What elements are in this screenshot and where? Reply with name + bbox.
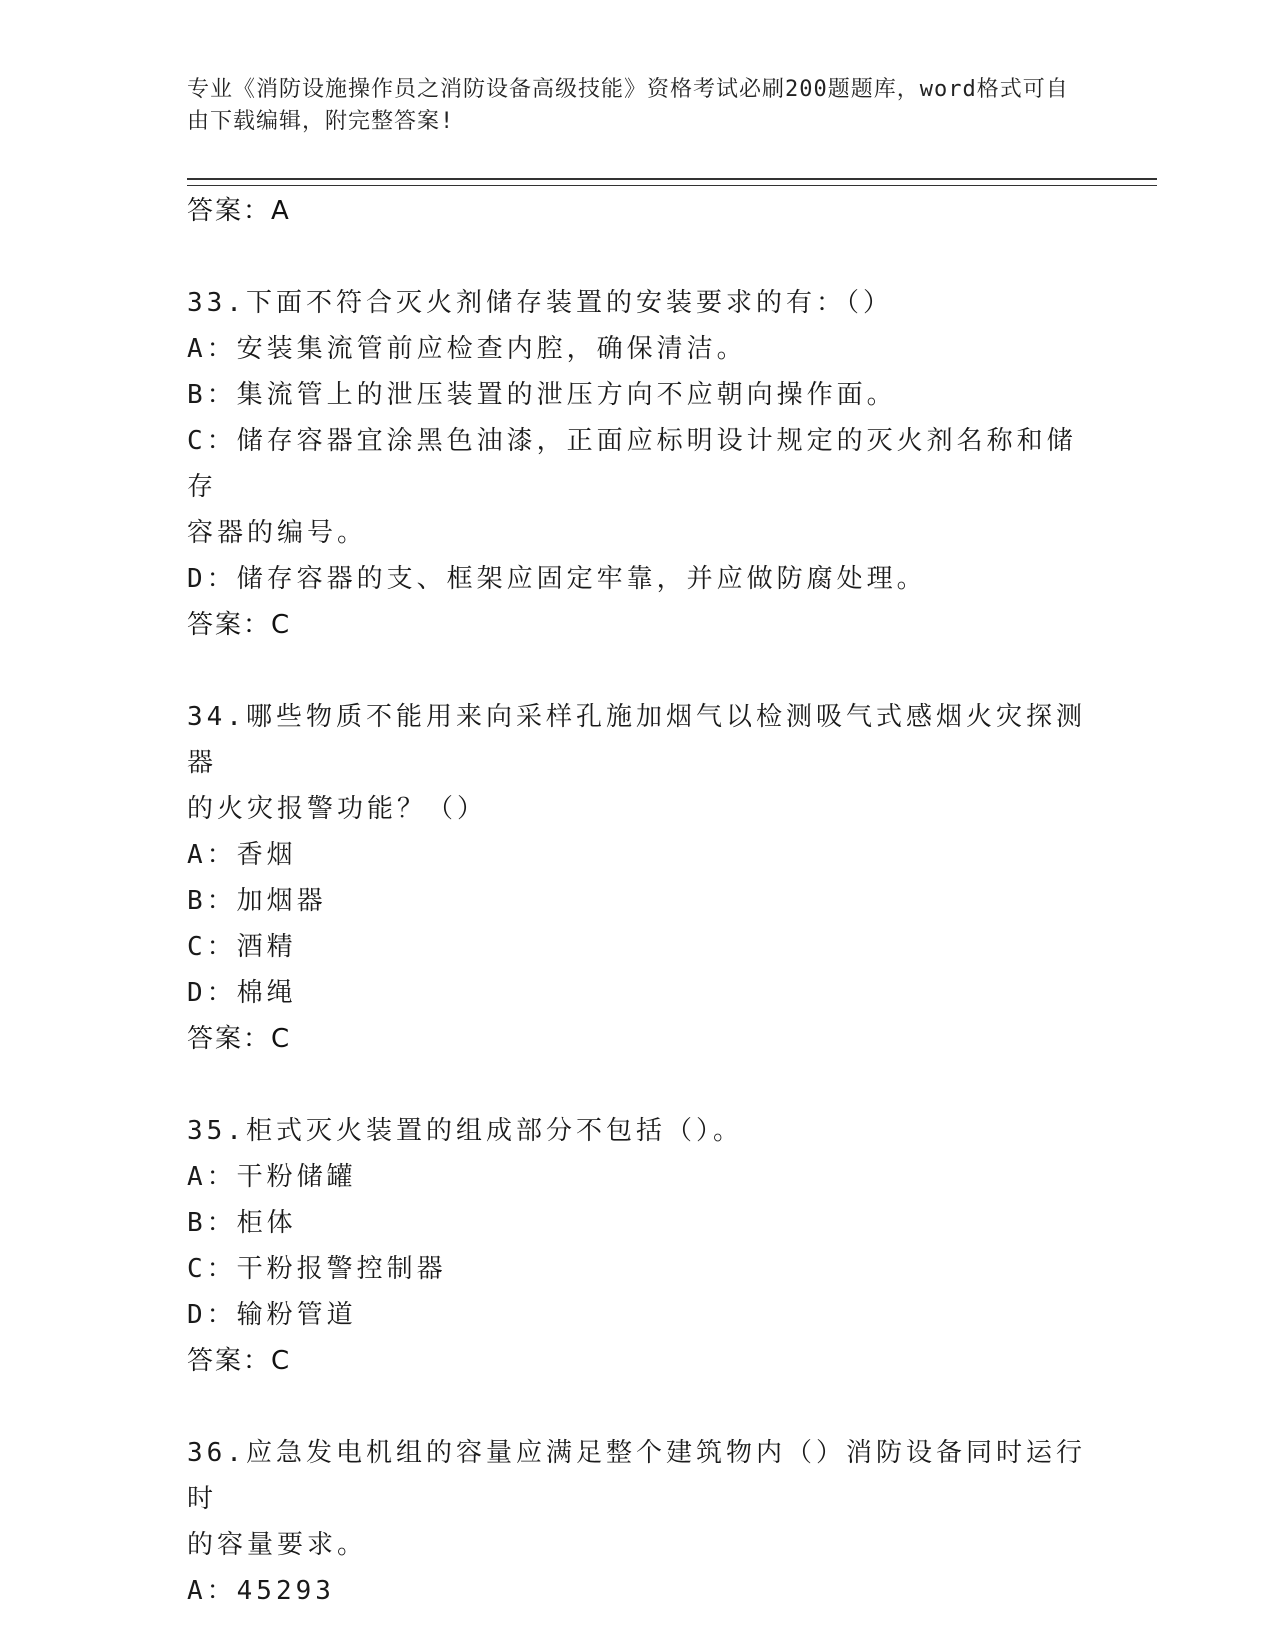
- question-answer: 答案：C: [187, 1024, 292, 1054]
- option-c: C：酒精: [187, 932, 297, 962]
- previous-answer: 答案：A: [187, 196, 291, 226]
- spacer: [187, 234, 1087, 280]
- option-c: C：干粉报警控制器: [187, 1254, 447, 1284]
- option-d: D：输粉管道: [187, 1300, 357, 1330]
- document-header: 专业《消防设施操作员之消防设备高级技能》资格考试必刷200题题库，word格式可自由下载编辑，附完整答案!: [187, 77, 1069, 134]
- option-b: B：集流管上的泄压装置的泄压方向不应朝向操作面。: [187, 380, 897, 410]
- spacer: [187, 648, 1087, 694]
- question-34: [187, 694, 1087, 1062]
- question-answer: 答案：C: [187, 1346, 292, 1376]
- option-a: A：安装集流管前应检查内腔，确保清洁。: [187, 334, 747, 364]
- question-answer: 答案：C: [187, 610, 292, 640]
- question-33: [187, 280, 1087, 648]
- question-36: [187, 1430, 1087, 1614]
- option-d: D：棉绳: [187, 978, 297, 1008]
- question-stem: 33.下面不符合灭火剂储存装置的安装要求的有：（）: [187, 288, 893, 318]
- option-d: D：储存容器的支、框架应固定牢靠，并应做防腐处理。: [187, 564, 927, 594]
- option-c: C：储存容器宜涂黑色油漆，正面应标明设计规定的灭火剂名称和储存: [187, 426, 1077, 502]
- question-stem: 35.柜式灭火装置的组成部分不包括（）。: [187, 1116, 743, 1146]
- spacer: [187, 1384, 1087, 1430]
- option-a: A：香烟: [187, 840, 297, 870]
- header-divider: [187, 178, 1157, 186]
- option-b: B：加烟器: [187, 886, 327, 916]
- question-stem-continued: 的容量要求。: [187, 1530, 368, 1560]
- option-c-continued: 容器的编号。: [187, 518, 368, 548]
- question-stem: 36.应急发电机组的容量应满足整个建筑物内（）消防设备同时运行时: [187, 1438, 1086, 1514]
- option-a: A：45293: [187, 1576, 335, 1606]
- question-35: [187, 1108, 1087, 1384]
- question-stem: 34.哪些物质不能用来向采样孔施加烟气以检测吸气式感烟火灾探测器: [187, 702, 1086, 778]
- spacer: [187, 1062, 1087, 1108]
- question-stem-continued: 的火灾报警功能？（）: [187, 794, 488, 824]
- question-list: [187, 188, 1087, 1614]
- option-b: B：柜体: [187, 1208, 297, 1238]
- option-a: A：干粉储罐: [187, 1162, 357, 1192]
